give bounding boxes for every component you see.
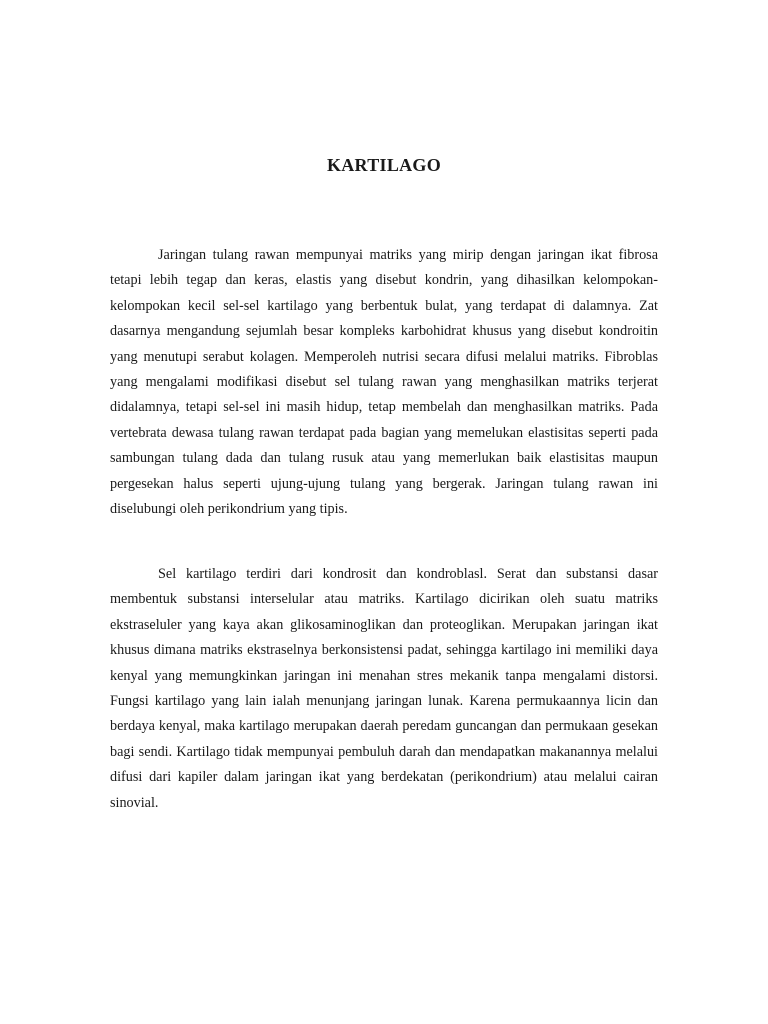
paragraph-1: Jaringan tulang rawan mempunyai matriks yang mirip dengan jaringan ikat fibrosa tetapi lebih tegap dan keras, elastis yang disebut kondrin, yang dihasilkan kelompokan-kelompokan kecil sel-sel kartilago yang berbentuk bulat, yang terdapat di dalamnya. Zat dasarnya mengandung sejumlah besar kompleks karbohidrat khusus yang disebut kondroitin yang menutupi serabut kolagen. Memperoleh nutrisi secara difusi melalui matriks. Fibroblas yang mengalami modifikasi disebut sel tulang rawan yang menghasilkan matriks terjerat didalamnya, tetapi sel-sel ini masih hidup, tetap membelah dan menghasilkan matriks. Pada vertebrata dewasa tulang rawan terdapat pada bagian yang memelukan elastisitas seperti pada sambungan tulang dada dan tulang rusuk atau yang memerlukan baik elastisitas maupun pergesekan halus seperti ujung-ujung tulang yang bergerak. Jaringan tulang rawan ini diselubungi oleh perikondrium yang tipis. — [110, 247, 658, 518]
document-title: KARTILAGO — [326, 155, 442, 175]
paragraph-2: Sel kartilago terdiri dari kondrosit dan kondroblasl. Serat dan substansi dasar membentuk substansi interselular atau matriks. Kartilago dicirikan oleh suatu matriks ekstraseluler yang kaya akan glikosaminoglikan dan proteoglikan. Merupakan jaringan ikat khusus dimana matriks ekstraselnya berkonsistensi padat, sehingga kartilago ini memiliki daya kenyal yang memungkinkan jaringan ini menahan stres mekanik tanpa mengalami distorsi. Fungsi kartilago yang lain ialah menunjang jaringan lunak. Karena permukaannya licin dan berdaya kenyal, maka kartilago merupakan daerah peredam guncangan dan permukaan gesekan bagi sendi. Kartilago tidak mempunyai pembuluh darah dan mendapatkan makanannya melalui difusi dari kapiler dalam jaringan ikat yang berdekatan (perikondrium) atau melalui cairan sinovial. — [110, 566, 658, 811]
